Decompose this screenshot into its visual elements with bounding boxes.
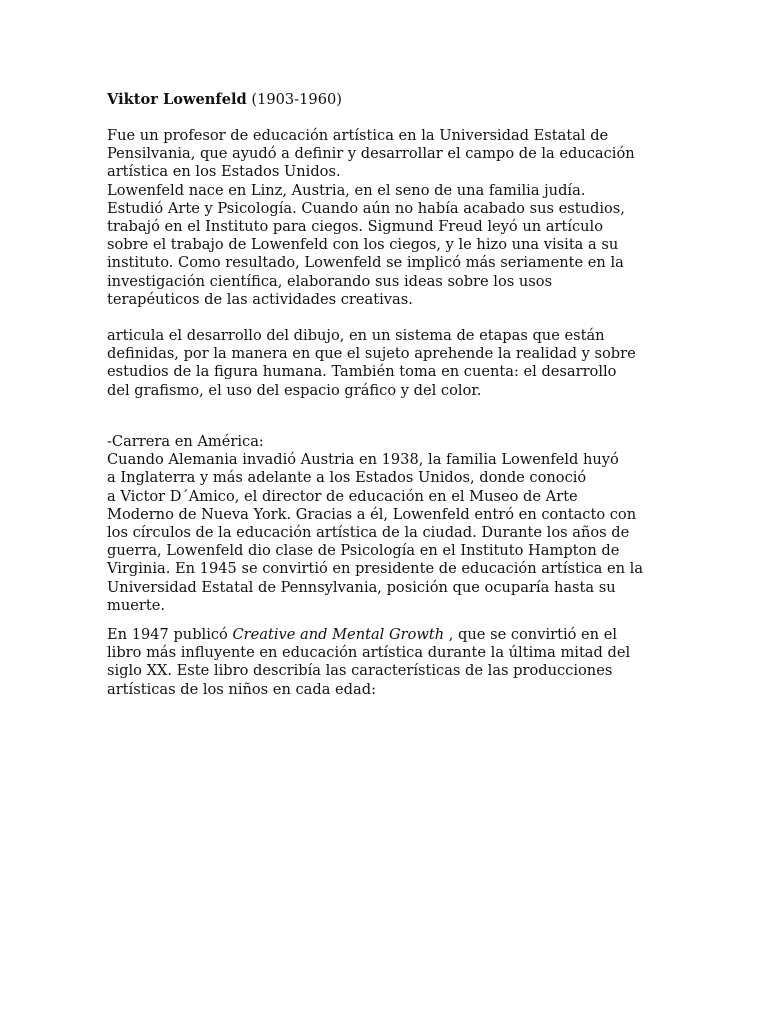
section-heading: -Carrera en América: (107, 433, 264, 450)
text-line: a Victor D´Amico, el director de educación en el Museo de Arte (107, 487, 578, 505)
text-fragment: , que se convirtió en el (444, 626, 618, 643)
paragraph-career-america (107, 433, 687, 615)
person-name: Viktor Lowenfeld (107, 91, 247, 108)
text-line: los círculos de la educación artística de la ciudad. Durante los años de (107, 524, 630, 542)
text-line: siglo XX. Este libro describía las características de las producciones (107, 662, 613, 680)
text-line: guerra, Lowenfeld dio clase de Psicología en el Instituto Hampton de (107, 542, 620, 560)
life-dates: (1903-1960) (246, 91, 342, 108)
heading-line (107, 91, 687, 109)
text-line: Cuando Alemania invadió Austria en 1938, la familia Lowenfeld huyó (107, 451, 619, 469)
text-line: Pensilvania, que ayudó a definir y desarrollar el campo de la educación (107, 145, 635, 163)
text-line: Virginia. En 1945 se convirtió en presidente de educación artística en la (107, 560, 644, 578)
paragraph-biography (107, 127, 687, 309)
text-line: sobre el trabajo de Lowenfeld con los ciegos, y le hizo una visita a su (107, 236, 619, 254)
text-line: artísticas de los niños en cada edad: (107, 680, 376, 698)
text-line: Lowenfeld nace en Linz, Austria, en el seno de una familia judía. (107, 181, 586, 199)
text-line: a Inglaterra y más adelante a los Estados Unidos, donde conoció (107, 469, 587, 487)
text-line: muerte. (107, 596, 165, 614)
text-line: Moderno de Nueva York. Gracias a él, Lowenfeld entró en contacto con (107, 505, 637, 523)
text-line: Fue un profesor de educación artística en la Universidad Estatal de (107, 127, 609, 144)
text-line: artística en los Estados Unidos. (107, 163, 341, 181)
text-line: trabajó en el Instituto para ciegos. Sigmund Freud leyó un artículo (107, 218, 604, 236)
text-line: Universidad Estatal de Pennsylvania, posición que ocuparía hasta su (107, 578, 616, 596)
paragraph-publication (107, 626, 687, 699)
book-title: Creative and Mental Growth (232, 626, 445, 643)
text-line: terapéuticos de las actividades creativas. (107, 290, 413, 308)
text-line (107, 626, 687, 644)
text-line: Estudió Arte y Psicología. Cuando aún no había acabado sus estudios, (107, 199, 625, 217)
text-line: instituto. Como resultado, Lowenfeld se implicó más seriamente en la (107, 254, 624, 272)
text-line: definidas, por la manera en que el sujeto aprehende la realidad y sobre (107, 345, 636, 363)
text-line: articula el desarrollo del dibujo, en un sistema de etapas que están (107, 327, 605, 344)
text-line: libro más influyente en educación artística durante la última mitad del (107, 644, 631, 662)
text-fragment: En 1947 publicó (107, 626, 233, 643)
text-line: del grafismo, el uso del espacio gráfico y del color. (107, 381, 482, 399)
text-line: estudios de la figura humana. También toma en cuenta: el desarrollo (107, 363, 617, 381)
text-line: investigación científica, elaborando sus ideas sobre los usos (107, 272, 553, 290)
paragraph-drawing-development (107, 327, 687, 400)
